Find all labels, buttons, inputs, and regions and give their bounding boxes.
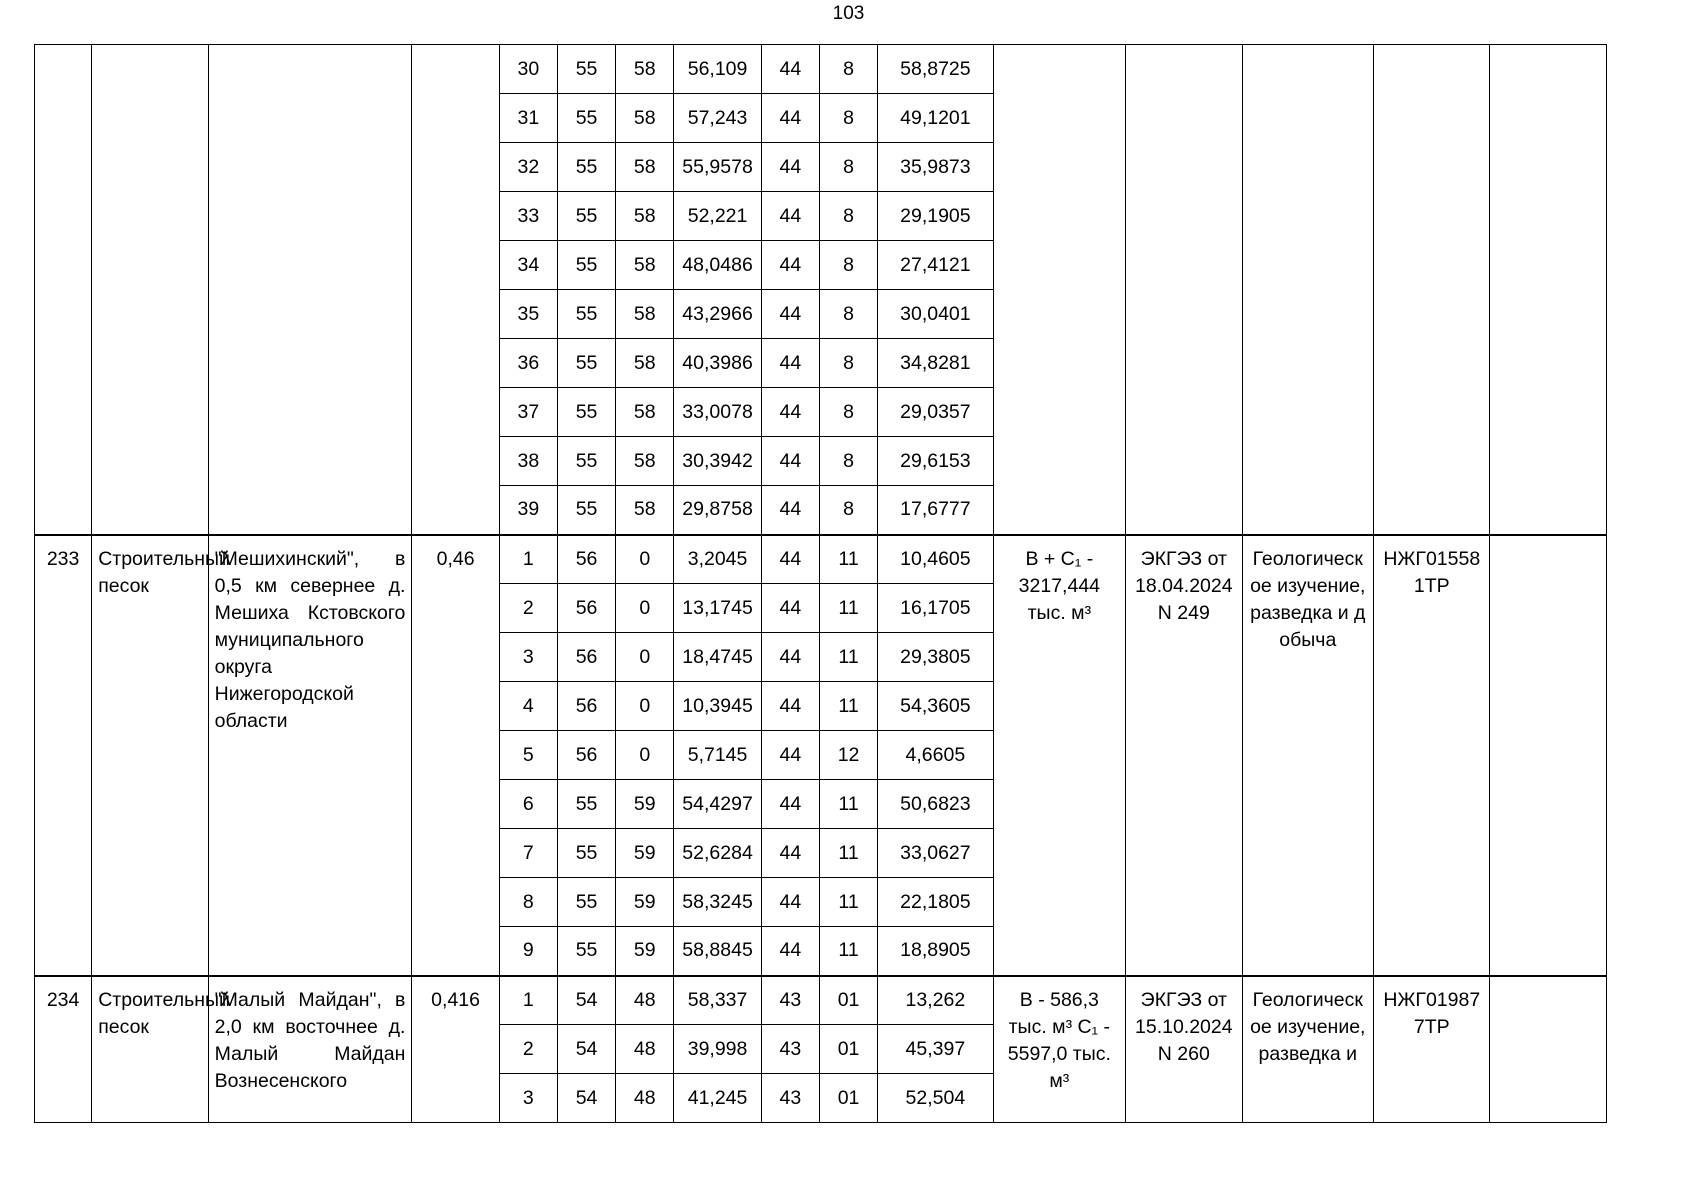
lon-min: 8 [819, 339, 877, 388]
lon-min: 8 [819, 192, 877, 241]
point-number: 33 [499, 192, 557, 241]
lat-sec: 58,3245 [674, 878, 761, 927]
point-number: 1 [499, 976, 557, 1025]
lon-deg: 44 [761, 780, 819, 829]
lon-deg: 44 [761, 339, 819, 388]
lat-min: 58 [616, 192, 674, 241]
lat-sec: 48,0486 [674, 241, 761, 290]
lat-min: 58 [616, 437, 674, 486]
lat-deg: 55 [557, 339, 615, 388]
point-number: 38 [499, 437, 557, 486]
reserves: В + С₁ - 3217,444 тыс. м³ [993, 535, 1126, 976]
lat-min: 0 [616, 682, 674, 731]
point-number: 39 [499, 486, 557, 535]
lat-min: 0 [616, 633, 674, 682]
entry-number: 233 [35, 535, 92, 976]
lon-min: 8 [819, 241, 877, 290]
lat-min: 0 [616, 584, 674, 633]
lat-deg: 54 [557, 1025, 615, 1074]
lon-deg: 44 [761, 388, 819, 437]
lat-min: 0 [616, 731, 674, 780]
lon-min: 8 [819, 388, 877, 437]
lon-deg: 44 [761, 290, 819, 339]
point-number: 32 [499, 143, 557, 192]
lat-sec: 18,4745 [674, 633, 761, 682]
lon-deg: 44 [761, 486, 819, 535]
site-location: "Мешихинский", в 0,5 км севернее д. Мешиха Кстовского муниципального округа Нижегородской области [208, 535, 412, 976]
lat-min: 58 [616, 45, 674, 94]
lat-sec: 58,8845 [674, 927, 761, 976]
lon-sec: 49,1201 [878, 94, 993, 143]
lat-deg: 56 [557, 535, 615, 584]
lat-min: 48 [616, 976, 674, 1025]
location-cell [208, 45, 412, 535]
point-number: 1 [499, 535, 557, 584]
lat-deg: 55 [557, 388, 615, 437]
mineral-cell [92, 45, 208, 535]
lat-deg: 54 [557, 976, 615, 1025]
lon-sec: 29,0357 [878, 388, 993, 437]
lat-deg: 55 [557, 241, 615, 290]
lon-deg: 44 [761, 682, 819, 731]
lat-sec: 33,0078 [674, 388, 761, 437]
lon-sec: 50,6823 [878, 780, 993, 829]
lon-sec: 33,0627 [878, 829, 993, 878]
point-number: 36 [499, 339, 557, 388]
lon-sec: 54,3605 [878, 682, 993, 731]
lat-sec: 43,2966 [674, 290, 761, 339]
lat-min: 0 [616, 535, 674, 584]
lon-min: 01 [819, 1025, 877, 1074]
lat-deg: 55 [557, 437, 615, 486]
lat-deg: 56 [557, 584, 615, 633]
no-cell [35, 45, 92, 535]
lon-min: 01 [819, 976, 877, 1025]
lat-sec: 5,7145 [674, 731, 761, 780]
lon-sec: 4,6605 [878, 731, 993, 780]
lon-min: 11 [819, 535, 877, 584]
usage-purpose: Геологическое изучение, разведка и [1242, 976, 1374, 1123]
lat-deg: 55 [557, 878, 615, 927]
point-number: 34 [499, 241, 557, 290]
lat-deg: 56 [557, 633, 615, 682]
lon-sec: 58,8725 [878, 45, 993, 94]
point-number: 30 [499, 45, 557, 94]
table-row [35, 976, 1607, 1025]
lat-sec: 58,337 [674, 976, 761, 1025]
lat-min: 58 [616, 486, 674, 535]
lat-min: 58 [616, 241, 674, 290]
lon-min: 8 [819, 290, 877, 339]
lat-sec: 40,3986 [674, 339, 761, 388]
lon-sec: 18,8905 [878, 927, 993, 976]
lon-deg: 43 [761, 1025, 819, 1074]
point-number: 3 [499, 1074, 557, 1123]
lat-min: 58 [616, 290, 674, 339]
lon-deg: 44 [761, 927, 819, 976]
lon-deg: 44 [761, 535, 819, 584]
point-number: 2 [499, 1025, 557, 1074]
lat-sec: 10,3945 [674, 682, 761, 731]
lon-deg: 44 [761, 633, 819, 682]
mineral-type: Строительный песок [92, 976, 208, 1123]
lon-deg: 44 [761, 731, 819, 780]
lat-deg: 55 [557, 486, 615, 535]
lon-sec: 30,0401 [878, 290, 993, 339]
point-number: 4 [499, 682, 557, 731]
lat-min: 48 [616, 1074, 674, 1123]
lon-sec: 29,1905 [878, 192, 993, 241]
lon-sec: 35,9873 [878, 143, 993, 192]
entry-number: 234 [35, 976, 92, 1123]
expertise-ref: ЭКГЭЗ от 15.10.2024 N 260 [1126, 976, 1242, 1123]
lat-min: 58 [616, 143, 674, 192]
lat-min: 59 [616, 878, 674, 927]
lat-deg: 55 [557, 192, 615, 241]
lon-min: 8 [819, 486, 877, 535]
lat-sec: 29,8758 [674, 486, 761, 535]
register-table [34, 44, 1607, 1123]
lat-deg: 55 [557, 45, 615, 94]
point-number: 37 [499, 388, 557, 437]
lon-min: 11 [819, 829, 877, 878]
lon-deg: 44 [761, 192, 819, 241]
lon-min: 11 [819, 927, 877, 976]
lon-deg: 44 [761, 584, 819, 633]
lon-min: 11 [819, 633, 877, 682]
lat-min: 58 [616, 94, 674, 143]
expertise-ref: ЭКГЭЗ от 18.04.2024 N 249 [1126, 535, 1242, 976]
lat-sec: 55,9578 [674, 143, 761, 192]
table-row [35, 535, 1607, 584]
lon-min: 11 [819, 780, 877, 829]
lat-deg: 55 [557, 829, 615, 878]
lon-deg: 44 [761, 94, 819, 143]
lon-deg: 44 [761, 878, 819, 927]
lat-deg: 55 [557, 927, 615, 976]
lon-min: 8 [819, 143, 877, 192]
lat-deg: 56 [557, 682, 615, 731]
license-cell [1374, 45, 1490, 535]
lat-sec: 39,998 [674, 1025, 761, 1074]
lat-deg: 55 [557, 143, 615, 192]
lon-min: 8 [819, 94, 877, 143]
lon-sec: 34,8281 [878, 339, 993, 388]
site-area: 0,416 [412, 976, 499, 1123]
lat-sec: 41,245 [674, 1074, 761, 1123]
point-number: 35 [499, 290, 557, 339]
lon-min: 8 [819, 437, 877, 486]
lon-sec: 13,262 [878, 976, 993, 1025]
lat-deg: 55 [557, 780, 615, 829]
lat-deg: 54 [557, 1074, 615, 1123]
table-row [35, 45, 1607, 94]
site-area: 0,46 [412, 535, 499, 976]
point-number: 8 [499, 878, 557, 927]
lat-min: 48 [616, 1025, 674, 1074]
lon-deg: 44 [761, 143, 819, 192]
lat-sec: 52,6284 [674, 829, 761, 878]
lon-deg: 43 [761, 976, 819, 1025]
license-number: НЖГ019877ТР [1374, 976, 1490, 1123]
lat-min: 59 [616, 780, 674, 829]
point-number: 3 [499, 633, 557, 682]
lat-sec: 52,221 [674, 192, 761, 241]
lon-min: 11 [819, 878, 877, 927]
lat-sec: 3,2045 [674, 535, 761, 584]
area-cell [412, 45, 499, 535]
lat-sec: 57,243 [674, 94, 761, 143]
point-number: 2 [499, 584, 557, 633]
point-number: 31 [499, 94, 557, 143]
lon-sec: 29,3805 [878, 633, 993, 682]
lat-min: 59 [616, 927, 674, 976]
lon-sec: 29,6153 [878, 437, 993, 486]
lon-sec: 45,397 [878, 1025, 993, 1074]
lon-min: 12 [819, 731, 877, 780]
lon-sec: 17,6777 [878, 486, 993, 535]
lon-min: 01 [819, 1074, 877, 1123]
lon-sec: 27,4121 [878, 241, 993, 290]
lat-min: 58 [616, 339, 674, 388]
lat-deg: 55 [557, 94, 615, 143]
mineral-type: Строительный песок [92, 535, 208, 976]
expertise-cell [1126, 45, 1242, 535]
lon-sec: 22,1805 [878, 878, 993, 927]
lat-min: 59 [616, 829, 674, 878]
lat-min: 58 [616, 388, 674, 437]
point-number: 7 [499, 829, 557, 878]
lon-min: 8 [819, 45, 877, 94]
lat-deg: 55 [557, 290, 615, 339]
lon-deg: 44 [761, 829, 819, 878]
reserves-cell [993, 45, 1126, 535]
lon-deg: 44 [761, 45, 819, 94]
extra-cell [1490, 535, 1607, 976]
lon-sec: 52,504 [878, 1074, 993, 1123]
reserves: В - 586,3 тыс. м³ С₁ - 5597,0 тыс. м³ [993, 976, 1126, 1123]
lat-sec: 30,3942 [674, 437, 761, 486]
lat-deg: 56 [557, 731, 615, 780]
lon-sec: 16,1705 [878, 584, 993, 633]
lat-sec: 13,1745 [674, 584, 761, 633]
extra-cell [1490, 45, 1607, 535]
site-location: "Малый Майдан", в 2,0 км восточнее д. Малый Майдан Вознесенского [208, 976, 412, 1123]
lon-sec: 10,4605 [878, 535, 993, 584]
point-number: 9 [499, 927, 557, 976]
point-number: 6 [499, 780, 557, 829]
purpose-cell [1242, 45, 1374, 535]
page-number: 103 [832, 3, 865, 24]
lat-sec: 54,4297 [674, 780, 761, 829]
license-number: НЖГ015581ТР [1374, 535, 1490, 976]
extra-cell [1490, 976, 1607, 1123]
lat-sec: 56,109 [674, 45, 761, 94]
lon-min: 11 [819, 584, 877, 633]
lon-deg: 43 [761, 1074, 819, 1123]
lon-deg: 44 [761, 241, 819, 290]
lon-min: 11 [819, 682, 877, 731]
lon-deg: 44 [761, 437, 819, 486]
usage-purpose: Геологическое изучение, разведка и добыча [1242, 535, 1374, 976]
point-number: 5 [499, 731, 557, 780]
